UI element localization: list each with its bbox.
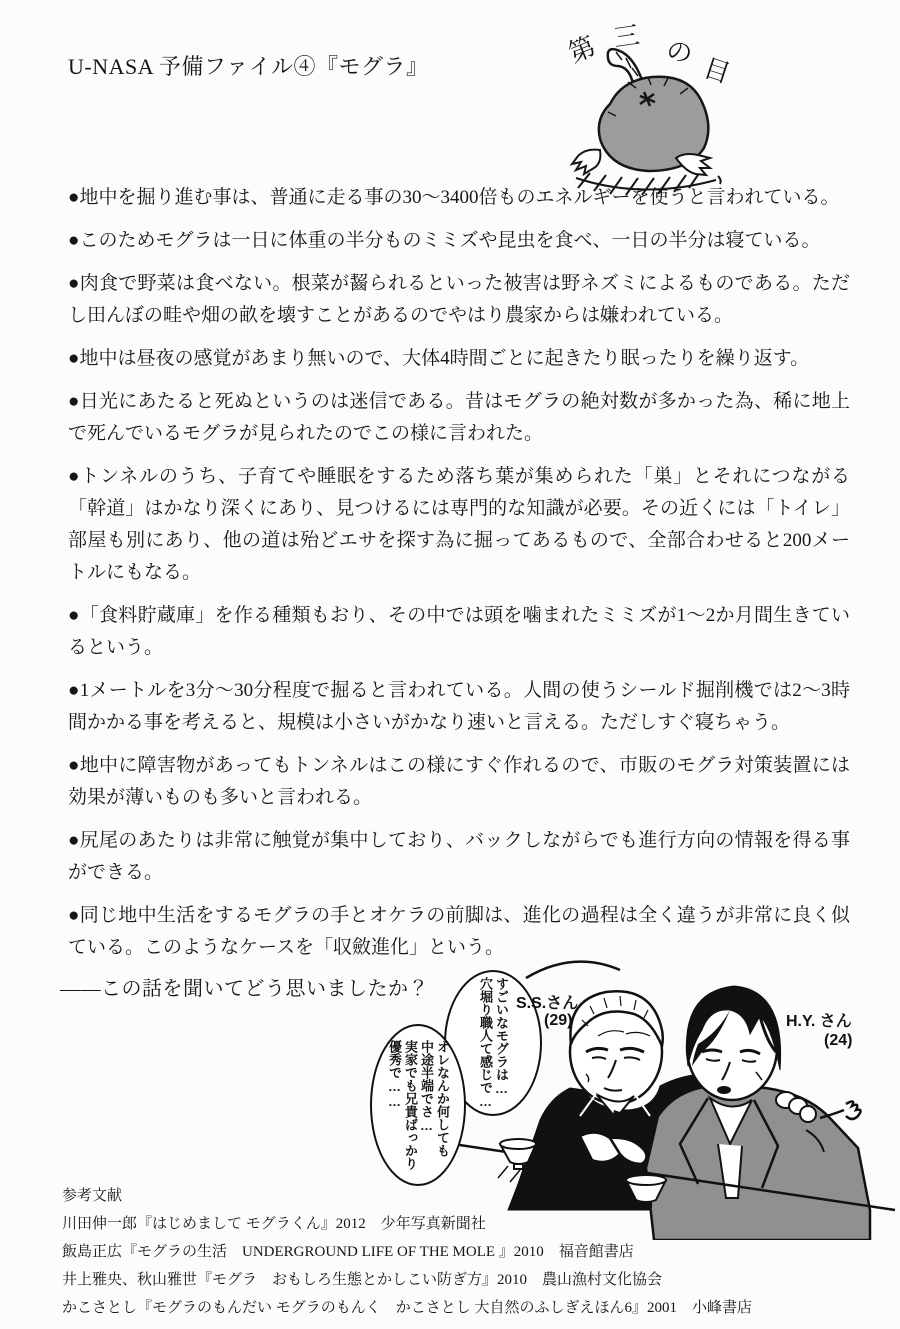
fact-item: ●地中に障害物があってもトンネルはこの様にすぐ作れるので、市販のモグラ対策装置には効果が薄いものも多いと言われる。 <box>68 755 850 808</box>
caption-char: 目 <box>700 53 734 89</box>
bubble-line: 中途半端でさ… <box>419 1040 434 1133</box>
caption-char: 第 <box>564 31 600 69</box>
character-age-ss: (29) <box>544 1012 573 1029</box>
interview-question: ――この話を聞いてどう思いましたか？ <box>60 978 429 1000</box>
character-age-hy: (24) <box>824 1032 853 1049</box>
reference-item: 井上雅央、秋山雅世『モグラ おもしろ生態とかしこい防ぎ方』2010 農山漁村文化協会 <box>62 1272 663 1288</box>
reference-item: 飯島正広『モグラの生活 UNDERGROUND LIFE OF THE MOLE 』2010 福音館書店 <box>62 1244 634 1260</box>
fact-item: ●このためモグラは一日に体重の半分ものミミズや昆虫を食べ、一日の半分は寝ている。 <box>68 230 821 251</box>
fact-item: ●同じ地中生活をするモグラの手とオケラの前脚は、進化の過程は全く違うが非常に良く似ている。このようなケースを「収斂進化」という。 <box>68 905 850 958</box>
fact-item: ●地中を掘り進む事は、普通に走る事の30～3400倍ものエネルギーを使うと言われている。 <box>68 187 840 208</box>
fact-item: ●地中は昼夜の感覚があまり無いので、大体4時間ごとに起きたり眠ったりを繰り返す。 <box>68 348 810 369</box>
caption-char: の <box>664 35 695 69</box>
sigh-puff-icon <box>820 1101 861 1119</box>
bubble-line: オレなんか何しても <box>435 1040 450 1157</box>
fact-item: ●1メートルを3分～30分程度で掘ると言われている。人間の使うシールド掘削機では2～3時間かかる事を考えると、規模は小さいがかなり速いと言える。ただしすぐ寝ちゃう。 <box>68 680 850 733</box>
fact-item: ●尻尾のあたりは非常に触覚が集中しており、バックしながらでも進行方向の情報を得る事ができる。 <box>68 830 850 883</box>
reference-item: 川田伸一郎『はじめまして モグラくん』2012 少年写真新聞社 <box>62 1216 486 1232</box>
fact-item: ●トンネルのうち、子育てや睡眠をするため落ち葉が集められた「巣」とそれにつながる「幹道」はかなり深くにあり、見つけるには専門的な知識が必要。その近くには「トイレ」部屋も別にあり、他の道は殆どエサを探す為に掘ってあるもので、全部合わせると200メートルにもなる。 <box>68 466 850 583</box>
fact-item: ●「食料貯蔵庫」を作る種類もおり、その中では頭を噛まれたミミズが1～2か月間生きているという。 <box>68 605 850 658</box>
fact-item: ●肉食で野菜は食べない。根菜が齧られるといった被害は野ネズミによるものである。ただし田んぼの畦や畑の畝を壊すことがあるのでやはり農家からは嫌われている。 <box>68 273 850 326</box>
page-title: U-NASA 予備ファイル④『モグラ』 <box>68 54 429 79</box>
fact-list <box>68 182 850 975</box>
reference-heading: 参考文献 <box>62 1188 123 1204</box>
caption-char: 三 <box>611 20 642 53</box>
speech-bubble-ss-2 <box>370 1024 466 1186</box>
bubble-line: 穴堀り職人て感じで… <box>478 977 493 1109</box>
mole-doodle-illustration <box>548 8 798 198</box>
reference-item: かこさとし『モグラのもんだい モグラのもんく かこさとし 大自然のふしぎえほん6』2001 小峰書店 <box>62 1300 753 1316</box>
character-label-hy: H.Y. さん <box>786 1013 852 1030</box>
fact-item: ●日光にあたると死ぬというのは迷信である。昔はモグラの絶対数が多かった為、稀に地上で死んでいるモグラが見られたのでこの様に言われた。 <box>68 391 850 444</box>
bubble-line: 優秀で…… <box>387 1040 402 1109</box>
reference-list <box>62 1182 862 1322</box>
character-label-ss: S.S.さん <box>516 995 579 1012</box>
bubble-line: 実家でも兄貴ばっかり <box>403 1040 418 1170</box>
bubble-line: すごいなモグラは… <box>494 977 509 1096</box>
